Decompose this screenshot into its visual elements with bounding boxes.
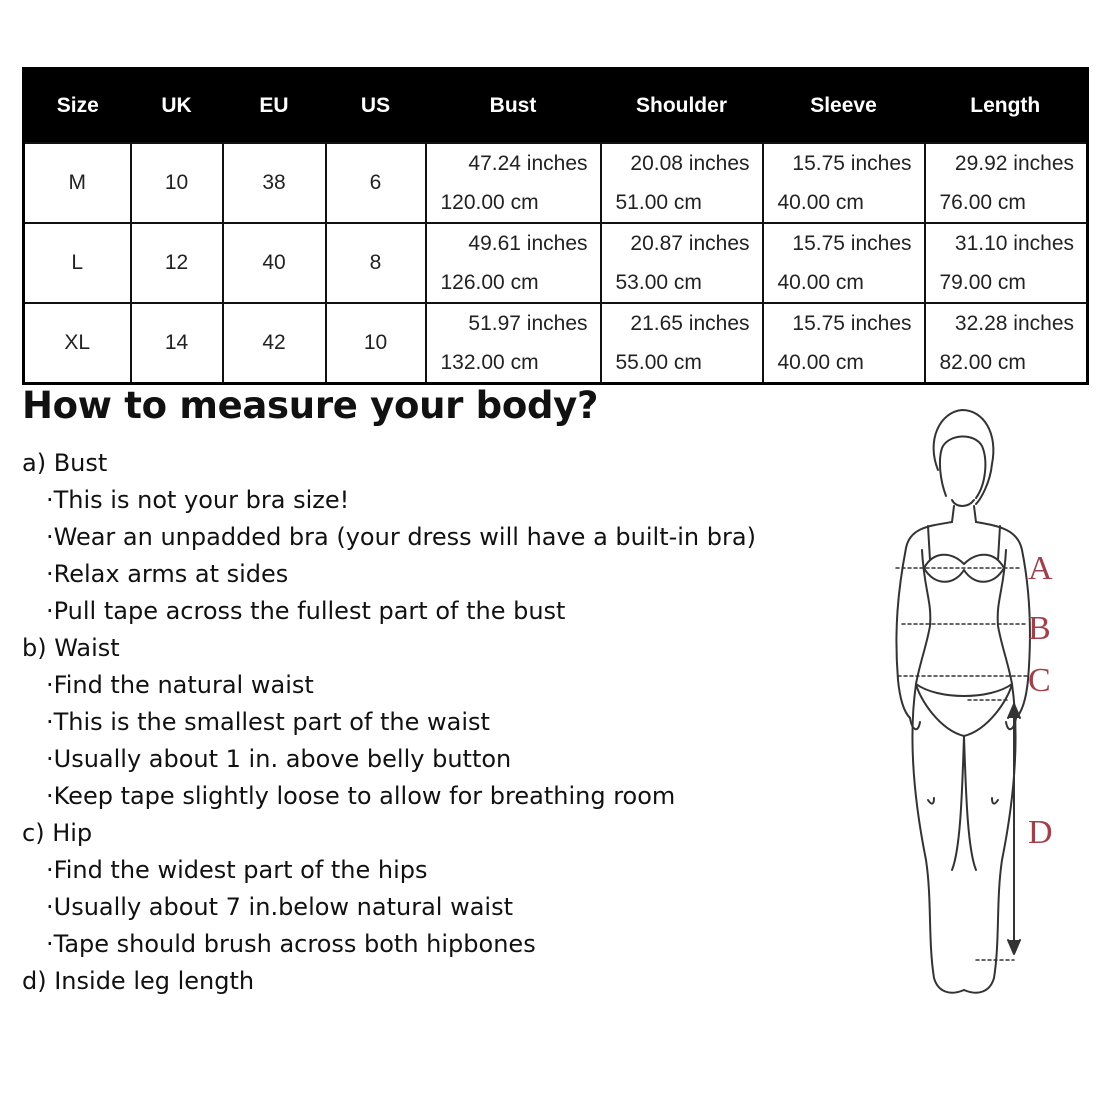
bust-inches: 49.61 inches xyxy=(468,231,588,255)
section-waist xyxy=(22,630,862,815)
shoulder-cm: 53.00 cm xyxy=(615,270,702,294)
cell-length xyxy=(925,303,1088,384)
cell-size: XL xyxy=(24,303,131,384)
sleeve-cm: 40.00 cm xyxy=(777,190,864,214)
header-length: Length xyxy=(925,69,1088,144)
header-size: Size xyxy=(24,69,131,144)
instruction-item: ·This is the smallest part of the waist xyxy=(46,708,490,736)
shoulder-inches: 20.87 inches xyxy=(630,231,750,255)
cell-sleeve xyxy=(763,303,925,384)
length-inches: 31.10 inches xyxy=(954,231,1074,255)
section-label: a) Bust xyxy=(22,449,108,477)
instruction-item: ·Find the natural waist xyxy=(46,671,314,699)
shoulder-cm: 55.00 cm xyxy=(615,350,702,374)
section-bust xyxy=(22,445,862,630)
label-b: B xyxy=(1028,610,1051,647)
bust-cm: 126.00 cm xyxy=(440,270,539,294)
cell-uk: 10 xyxy=(131,143,223,223)
cell-bust xyxy=(426,303,601,384)
length-cm: 76.00 cm xyxy=(939,190,1026,214)
instruction-item: ·Usually about 1 in. above belly button xyxy=(46,745,512,773)
sleeve-inches: 15.75 inches xyxy=(792,231,912,255)
cell-shoulder xyxy=(601,303,763,384)
instruction-item: ·This is not your bra size! xyxy=(46,486,350,514)
cell-uk: 14 xyxy=(131,303,223,384)
sleeve-cm: 40.00 cm xyxy=(777,270,864,294)
table-row xyxy=(24,143,1088,223)
bust-cm: 120.00 cm xyxy=(440,190,539,214)
length-cm: 82.00 cm xyxy=(939,350,1026,374)
cell-us: 10 xyxy=(326,303,426,384)
label-d: D xyxy=(1028,814,1053,851)
sleeve-cm: 40.00 cm xyxy=(777,350,864,374)
sleeve-inches: 15.75 inches xyxy=(792,311,912,335)
cell-eu: 40 xyxy=(223,223,326,303)
cell-shoulder xyxy=(601,223,763,303)
length-inches: 29.92 inches xyxy=(954,151,1074,175)
shoulder-cm: 51.00 cm xyxy=(615,190,702,214)
instruction-item: ·Pull tape across the fullest part of the bust xyxy=(46,597,566,625)
instruction-item: ·Relax arms at sides xyxy=(46,560,289,588)
bust-inches: 47.24 inches xyxy=(468,151,588,175)
shoulder-inches: 20.08 inches xyxy=(630,151,750,175)
header-sleeve: Sleeve xyxy=(763,69,925,144)
section-inside-leg xyxy=(22,963,862,1000)
section-label: b) Waist xyxy=(22,634,120,662)
cell-size: M xyxy=(24,143,131,223)
bust-inches: 51.97 inches xyxy=(468,311,588,335)
header-uk: UK xyxy=(131,69,223,144)
cell-length xyxy=(925,223,1088,303)
label-c: C xyxy=(1028,662,1051,699)
cell-bust xyxy=(426,143,601,223)
table-row xyxy=(24,223,1088,303)
length-cm: 79.00 cm xyxy=(939,270,1026,294)
section-label: c) Hip xyxy=(22,819,93,847)
cell-uk: 12 xyxy=(131,223,223,303)
section-hip xyxy=(22,815,862,963)
bust-cm: 132.00 cm xyxy=(440,350,539,374)
sleeve-inches: 15.75 inches xyxy=(792,151,912,175)
table-row xyxy=(24,303,1088,384)
cell-shoulder xyxy=(601,143,763,223)
label-a: A xyxy=(1028,550,1053,587)
instruction-item: ·Tape should brush across both hipbones xyxy=(46,930,536,958)
guide-title: How to measure your body? xyxy=(22,384,599,427)
body-measurement-figure xyxy=(868,400,1068,1010)
instruction-item: ·Wear an unpadded bra (your dress will have a built-in bra) xyxy=(46,523,756,551)
cell-us: 6 xyxy=(326,143,426,223)
instruction-item: ·Find the widest part of the hips xyxy=(46,856,428,884)
cell-eu: 38 xyxy=(223,143,326,223)
header-eu: EU xyxy=(223,69,326,144)
shoulder-inches: 21.65 inches xyxy=(630,311,750,335)
header-bust: Bust xyxy=(426,69,601,144)
cell-bust xyxy=(426,223,601,303)
cell-us: 8 xyxy=(326,223,426,303)
section-label: d) Inside leg length xyxy=(22,967,255,995)
instruction-item: ·Keep tape slightly loose to allow for breathing room xyxy=(46,782,676,810)
header-us: US xyxy=(326,69,426,144)
header-shoulder: Shoulder xyxy=(601,69,763,144)
table-header-row xyxy=(24,69,1088,144)
size-chart-table xyxy=(22,67,1089,385)
cell-size: L xyxy=(24,223,131,303)
cell-length xyxy=(925,143,1088,223)
instruction-item: ·Usually about 7 in.below natural waist xyxy=(46,893,514,921)
measure-instructions xyxy=(22,445,862,1000)
cell-sleeve xyxy=(763,143,925,223)
body-outline-illustration xyxy=(868,400,1068,1010)
cell-sleeve xyxy=(763,223,925,303)
length-inches: 32.28 inches xyxy=(954,311,1074,335)
cell-eu: 42 xyxy=(223,303,326,384)
